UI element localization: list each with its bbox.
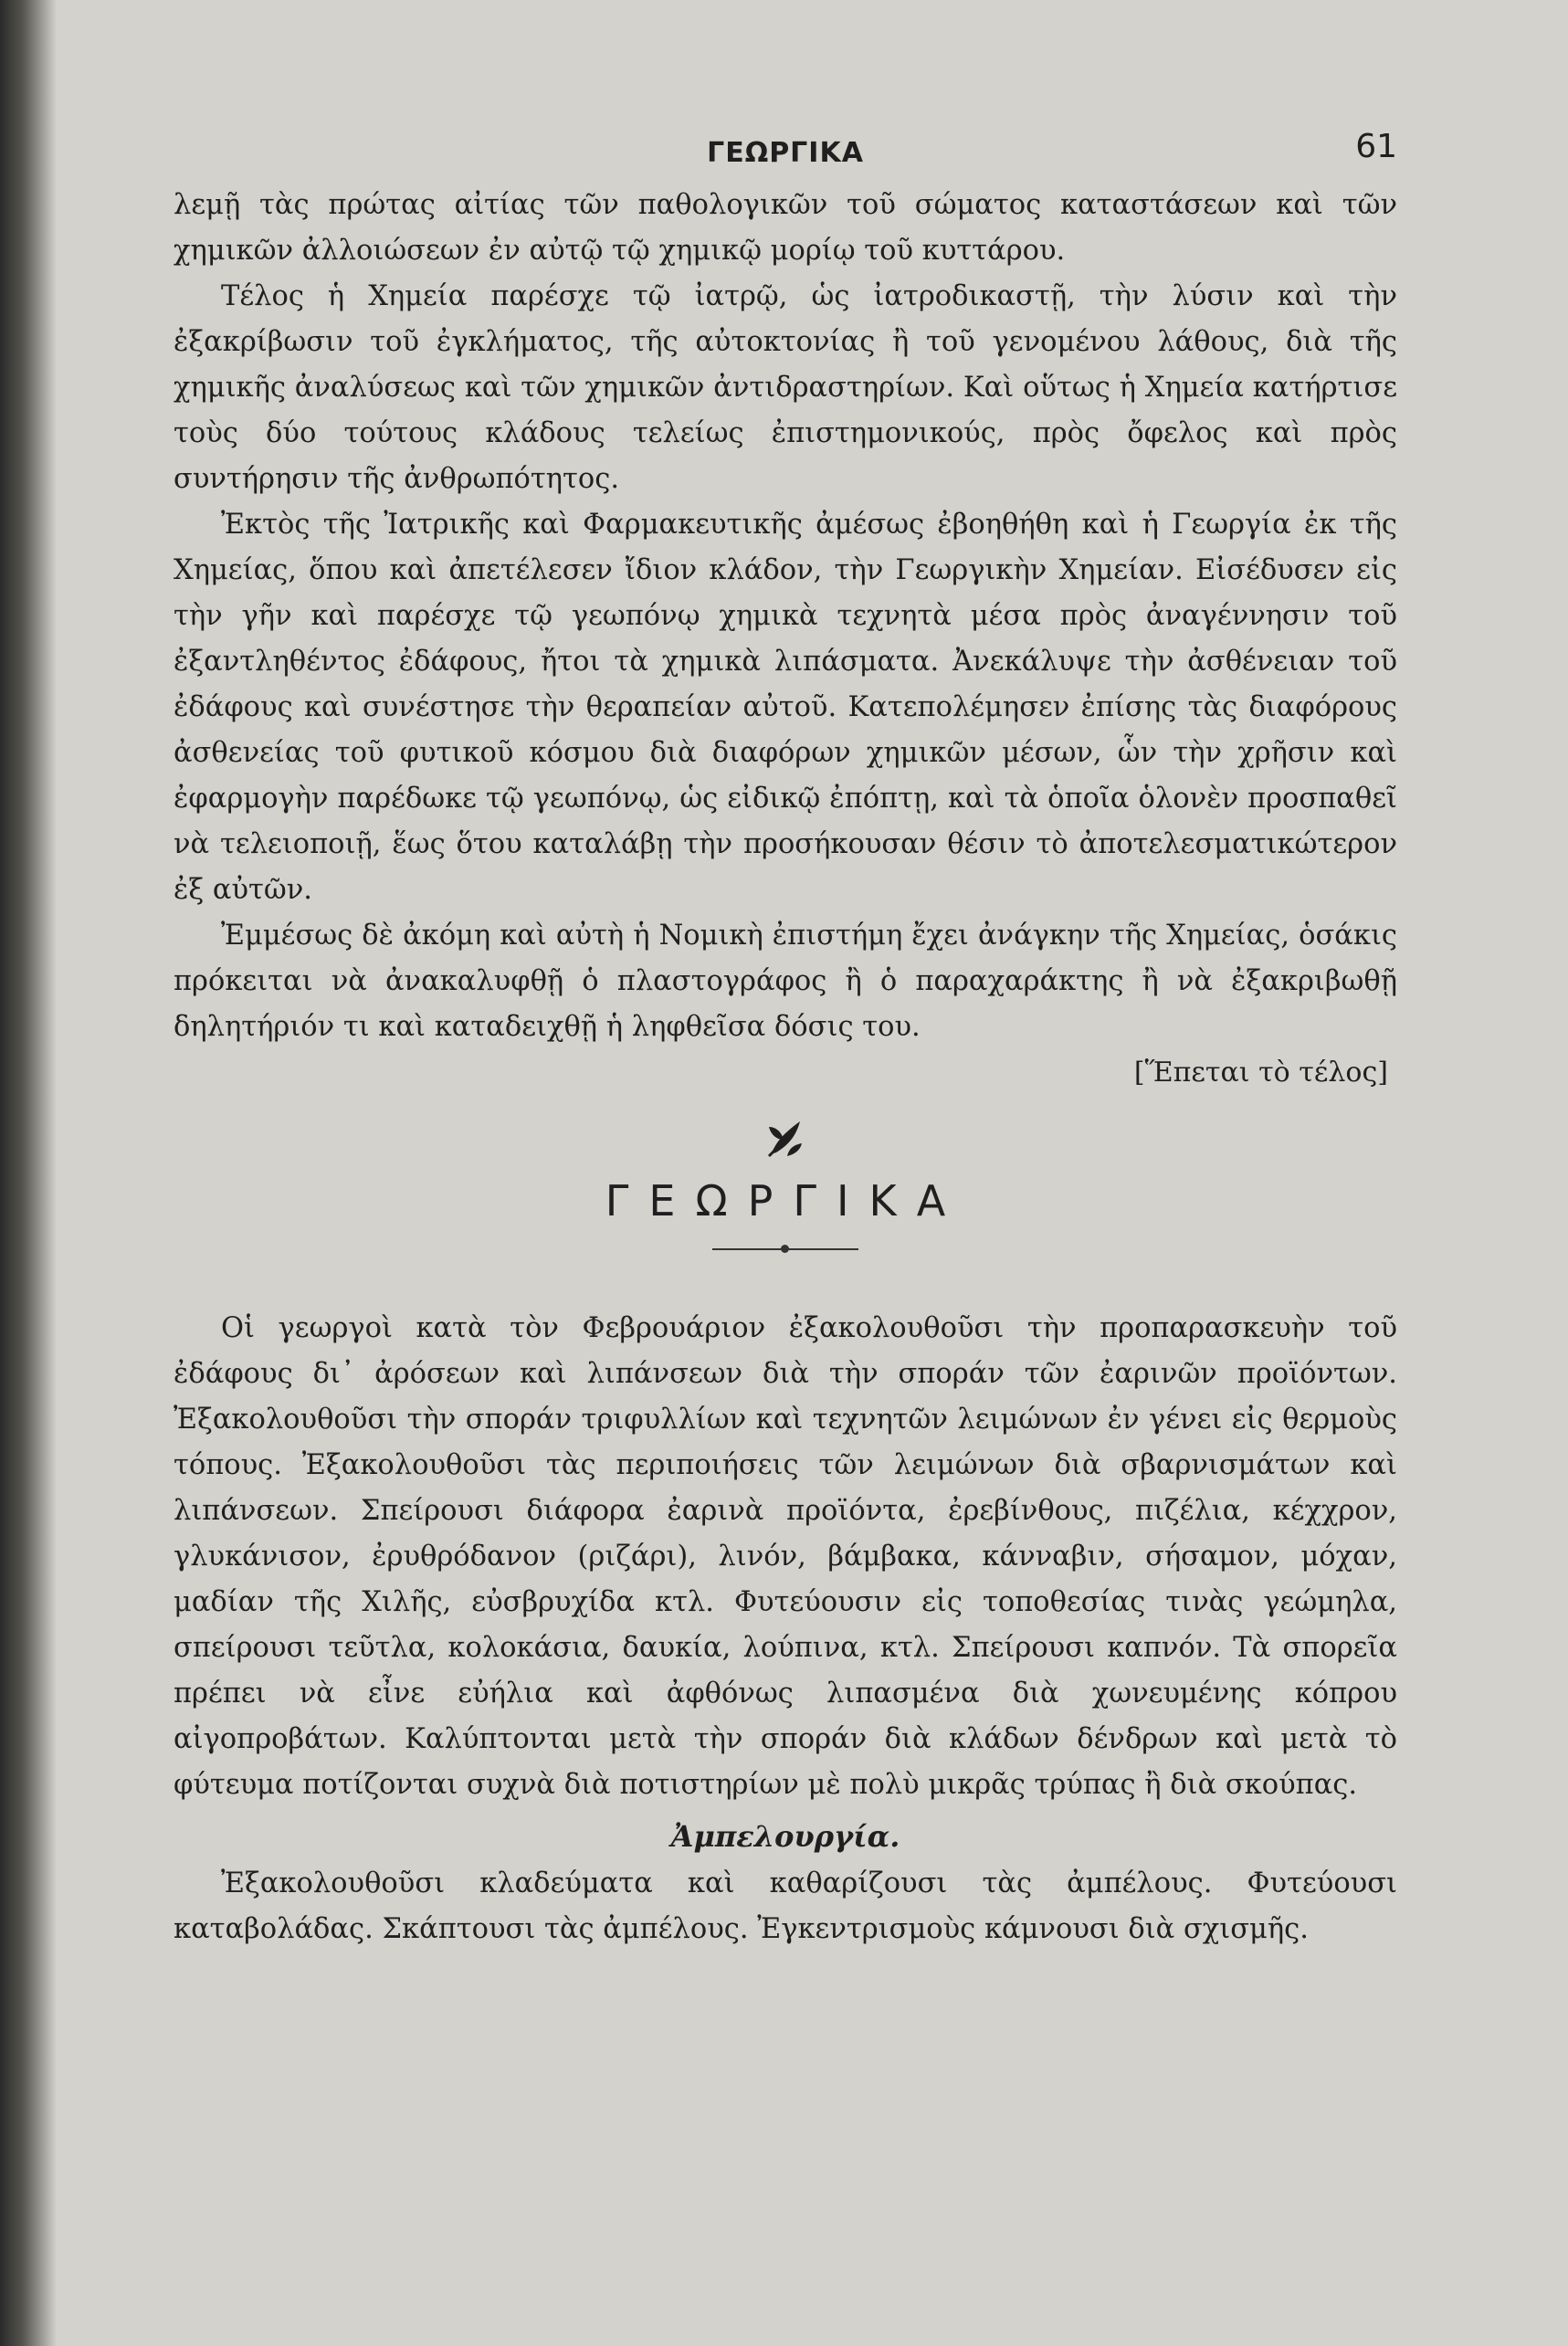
page-number: 61 (1355, 128, 1397, 165)
subsection-heading: Ἀμπελουργία. (670, 1819, 900, 1854)
paragraph: Ἐκτὸς τῆς Ἰατρικῆς καὶ Φαρμακευτικῆς ἀμέσως ἐβοηθήθη καὶ ἡ Γεωργία ἐκ τῆς Χημείας, ὅπου καὶ ἀπετέλεσεν ἴδιον κλάδον, τὴν Γεωργικὴν Χημείαν. Εἰσέδυσεν εἰς τὴν γῆν καὶ παρέσχε τῷ γεωπόνῳ χημικὰ τεχνητὰ μέσα πρὸς ἀναγέννησιν τοῦ ἐξαντληθέντος ἐδάφους, ἤτοι τὰ χημικὰ λιπάσματα. Ἀνεκάλυψε τὴν ἀσθένειαν τοῦ ἐδάφους καὶ συνέστησε τὴν θεραπείαν αὐτοῦ. Κατεπολέμησεν ἐπίσης τὰς διαφόρους ἀσθενείας τοῦ φυτικοῦ κόσμου διὰ διαφόρων χημικῶν μέσων, ὧν τὴν χρῆσιν καὶ ἐφαρμογὴν παρέδωκε τῷ γεωπόνῳ, ὡς εἰδικῷ ἐπόπτῃ, καὶ τὰ ὁποῖα ὁλονὲν προσπαθεῖ νὰ τελειοποιῇ, ἕως ὅτου καταλάβῃ τὴν προσήκουσαν θέσιν τὸ ἀποτελεσματικώτερον ἐξ αὐτῶν. (174, 509, 1397, 906)
paragraph: Τέλος ἡ Χημεία παρέσχε τῷ ἰατρῷ, ὡς ἰατροδικαστῇ, τὴν λύσιν καὶ τὴν ἐξακρίβωσιν τοῦ ἐγκλήματος, τῆς αὐτοκτονίας ἢ τοῦ γενομένου λάθους, διὰ τῆς χημικῆς ἀναλύσεως καὶ τῶν χημικῶν ἀντιδραστηρίων. Καὶ οὕτως ἡ Χημεία κατήρτισε τοὺς δύο τούτους κλάδους τελείως ἐπιστημονικούς, πρὸς ὄφελος καὶ πρὸς συντήρησιν τῆς ἀνθρωπότητος. (174, 280, 1397, 495)
page (174, 128, 1397, 1952)
section-body (174, 1306, 1397, 1952)
leaf-ornament-icon (763, 1116, 807, 1160)
paragraph: Οἱ γεωργοὶ κατὰ τὸν Φεβρουάριον ἐξακολουθοῦσι τὴν προπαρασκευὴν τοῦ ἐδάφους δι᾽ ἀρόσεων καὶ λιπάνσεων διὰ τὴν σποράν τῶν ἐαρινῶν προϊόντων. Ἐξακολουθοῦσι τὴν σποράν τριφυλλίων καὶ τεχνητῶν λειμώνων ἐν γένει εἰς θερμοὺς τόπους. Ἐξακολουθοῦσι τὰς περιποιήσεις τῶν λειμώνων διὰ σβαρνισμάτων καὶ λιπάνσεων. Σπείρουσι διάφορα ἐαρινὰ προϊόντα, ἐρεβίνθους, πιζέλια, κέχχρον, γλυκάνισον, ἐρυθρόδανον (ριζάρι), λινόν, βάμβακα, κάνναβιν, σήσαμον, μόχαν, μαδίαν τῆς Χιλῆς, εὐσβρυχίδα κτλ. Φυτεύουσιν εἰς τοποθεσίας τινὰς γεώμηλα, σπείρουσι τεῦτλα, κολοκάσια, δαυκία, λούπινα, κτλ. Σπείρουσι καπνόν. Τὰ σπορεῖα πρέπει νὰ εἶνε εὐήλια καὶ ἀφθόνως λιπασμένα διὰ χωνευμένης κόπρου αἰγοπροβάτων. Καλύπτονται μετὰ τὴν σποράν διὰ κλάδων δένδρων καὶ μετὰ τὸ φύτευμα ποτίζονται συχνὰ διὰ ποτιστηρίων μὲ πολὺ μικρᾶς τρύπας ἢ διὰ σκούπας. (174, 1312, 1397, 1801)
paragraph: λεμῇ τὰς πρώτας αἰτίας τῶν παθολογικῶν τοῦ σώματος καταστάσεων καὶ τῶν χημικῶν ἀλλοιώσεων ἐν αὐτῷ τῷ χημικῷ μορίῳ τοῦ κυττάρου. (174, 189, 1397, 267)
running-title: ΓΕΩΡΓΙΚΑ (707, 137, 864, 169)
running-header (174, 128, 1397, 183)
paragraph: Ἐξακολουθοῦσι κλαδεύματα καὶ καθαρίζουσι τὰς ἀμπέλους. Φυτεύουσι καταβολάδας. Σκάπτουσι τὰς ἀμπέλους. Ἐγκεντρισμοὺς κάμνουσι διὰ σχισμῆς. (174, 1867, 1397, 1945)
section-divider (712, 1244, 858, 1255)
article-continuation (174, 183, 1397, 1096)
binding-shadow (0, 0, 57, 2346)
continuation-note: [Ἕπεται τὸ τέλος] (1133, 1057, 1388, 1089)
section-title: ΓΕΩΡΓΙΚΑ (605, 1176, 966, 1226)
paragraph: Ἐμμέσως δὲ ἀκόμη καὶ αὐτὴ ἡ Νομικὴ ἐπιστήμη ἔχει ἀνάγκην τῆς Χημείας, ὁσάκις πρόκειται νὰ ἀνακαλυφθῇ ὁ πλαστογράφος ἢ ὁ παραχαράκτης ἢ νὰ ἐξακριβωθῇ δηλητήριόν τι καὶ καταδειχθῇ ἡ ληφθεῖσα δόσις του. (174, 920, 1397, 1043)
